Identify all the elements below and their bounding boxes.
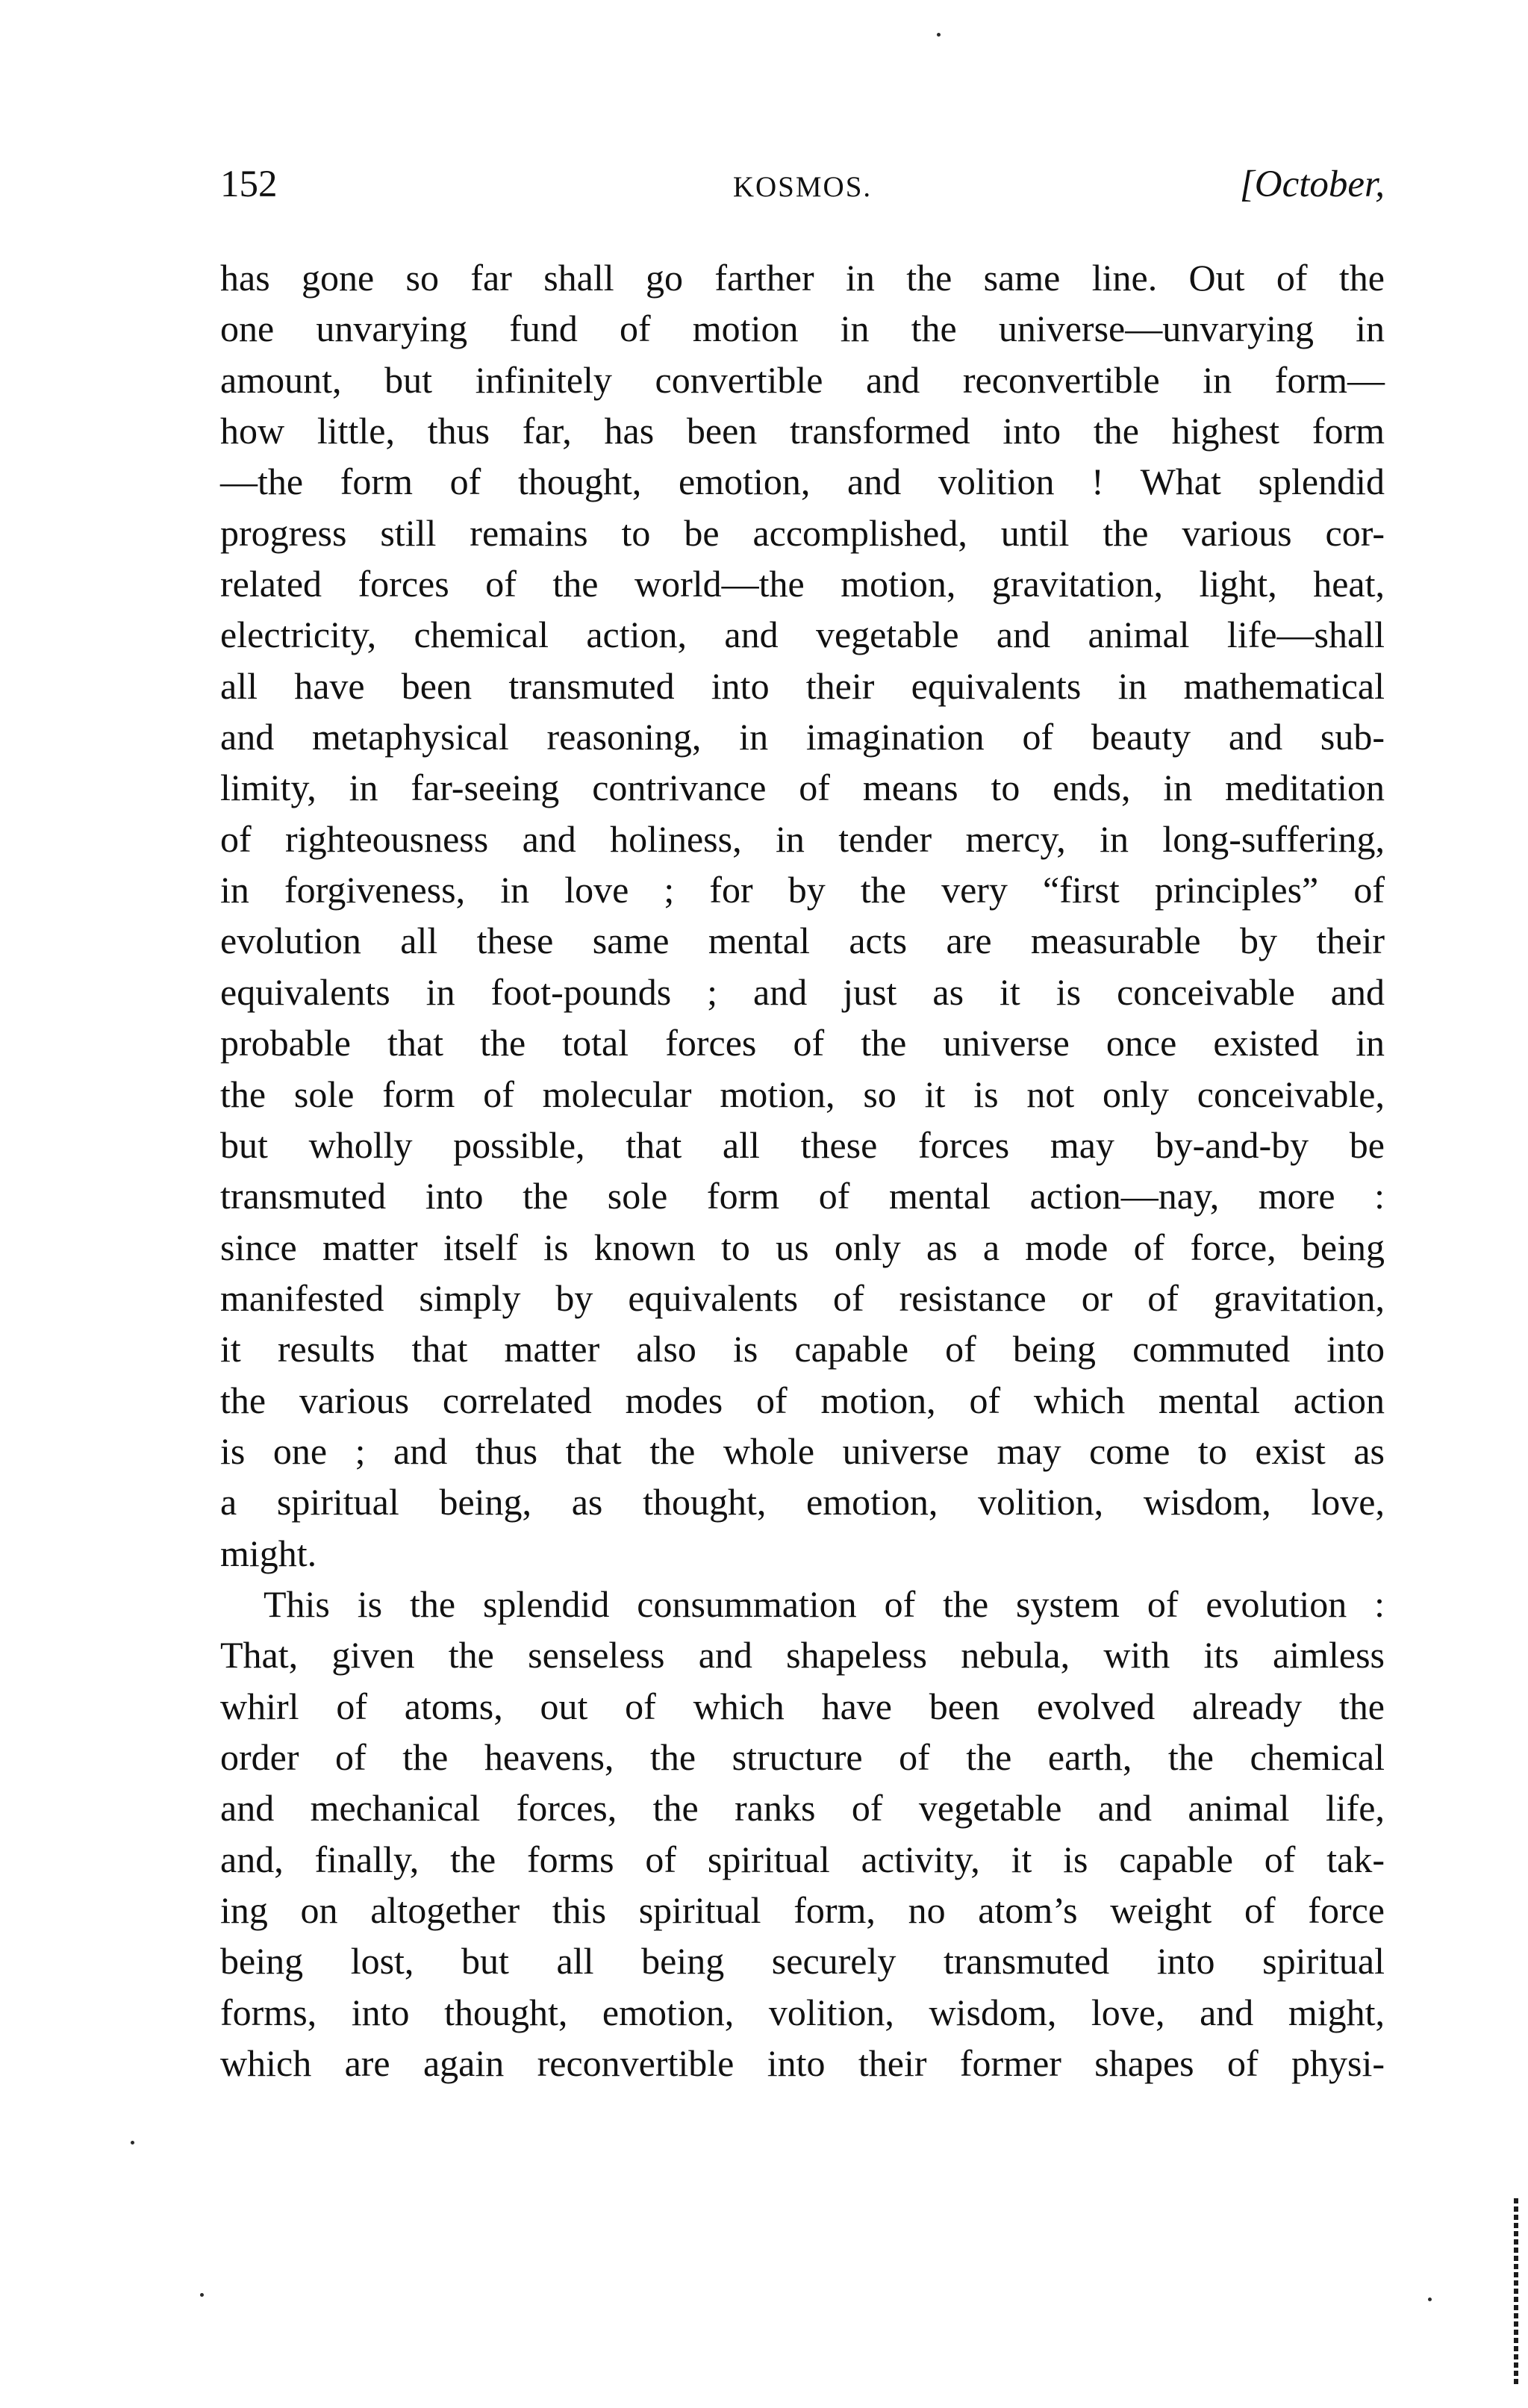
paragraph-1 <box>220 252 1385 1579</box>
text-line: order of the heavens, the structure of the earth, the chemical <box>220 1735 1385 1778</box>
running-head <box>220 158 1385 210</box>
text-line: equivalents in foot-pounds ; and just as it is conceivable and <box>220 970 1385 1013</box>
body-text <box>220 252 1385 2089</box>
scan-edge-marks <box>1514 2198 1518 2385</box>
text-line: That, given the senseless and shapeless nebula, with its aimless <box>220 1634 1385 1676</box>
text-line: all have been transmuted into their equivalents in mathematical <box>220 664 1385 707</box>
text-line: the various correlated modes of motion, of which mental action <box>220 1379 1385 1421</box>
text-line: and metaphysical reasoning, in imagination of beauty and sub- <box>220 716 1385 758</box>
text-line: a spiritual being, as thought, emotion, volition, wisdom, love, <box>220 1481 1385 1523</box>
text-line: related forces of the world—the motion, gravitation, light, heat, <box>220 563 1385 605</box>
text-line: This is the splendid consummation of the system of evolution : <box>263 1582 1385 1625</box>
running-title: KOSMOS. <box>732 171 873 203</box>
text-line: might. <box>220 1532 317 1574</box>
text-line: evolution all these same mental acts are measurable by their <box>220 920 1385 962</box>
text-line: and, finally, the forms of spiritual activity, it is capable of tak- <box>220 1838 1385 1880</box>
text-line: forms, into thought, emotion, volition, wisdom, love, and might, <box>220 1991 1385 2033</box>
text-line: since matter itself is known to us only as a mode of force, being <box>220 1226 1385 1268</box>
text-line: —the form of thought, emotion, and volition ! What splendid <box>220 461 1385 503</box>
text-line: manifested simply by equivalents of resistance or of gravitation, <box>220 1276 1385 1319</box>
text-line: how little, thus far, has been transformed into the highest form <box>220 410 1385 452</box>
text-line: amount, but infinitely convertible and reconvertible in form— <box>220 358 1385 401</box>
text-line: progress still remains to be accomplished, until the various cor- <box>220 511 1385 554</box>
text-line: is one ; and thus that the whole universe may come to exist as <box>220 1429 1385 1472</box>
scan-speck <box>937 33 941 37</box>
text-line: the sole form of molecular motion, so it is not only conceivable, <box>220 1073 1385 1115</box>
text-line: probable that the total forces of the universe once existed in <box>220 1022 1385 1064</box>
text-line: ing on altogether this spiritual form, no atom’s weight of force <box>220 1889 1385 1931</box>
text-line: which are again reconvertible into their former shapes of physi- <box>220 2042 1385 2085</box>
text-line: electricity, chemical action, and vegetable and animal life—shall <box>220 614 1385 656</box>
scan-speck <box>1428 2298 1432 2301</box>
text-line: one unvarying fund of motion in the universe—unvarying in <box>220 308 1385 350</box>
text-line: being lost, but all being securely transmuted into spiritual <box>220 1940 1385 1983</box>
page-number: 152 <box>220 163 278 205</box>
text-line: of righteousness and holiness, in tender mercy, in long-suffering, <box>220 817 1385 860</box>
text-line: and mechanical forces, the ranks of vegetable and animal life, <box>220 1787 1385 1830</box>
text-line: transmuted into the sole form of mental action—nay, more : <box>220 1175 1385 1217</box>
text-line: but wholly possible, that all these forces may by-and-by be <box>220 1123 1385 1166</box>
text-line: has gone so far shall go farther in the same line. Out of the <box>220 257 1385 299</box>
text-line: in forgiveness, in love ; for by the very “first principles” of <box>220 869 1385 911</box>
running-month: [October, <box>1239 163 1385 205</box>
text-line: it results that matter also is capable of being commuted into <box>220 1328 1385 1370</box>
text-line: limity, in far-seeing contrivance of means to ends, in meditation <box>220 767 1385 809</box>
scan-speck <box>200 2293 204 2297</box>
paragraph-2 <box>220 1579 1385 2089</box>
scan-speck <box>131 2141 134 2145</box>
text-line: whirl of atoms, out of which have been evolved already the <box>220 1685 1385 1727</box>
